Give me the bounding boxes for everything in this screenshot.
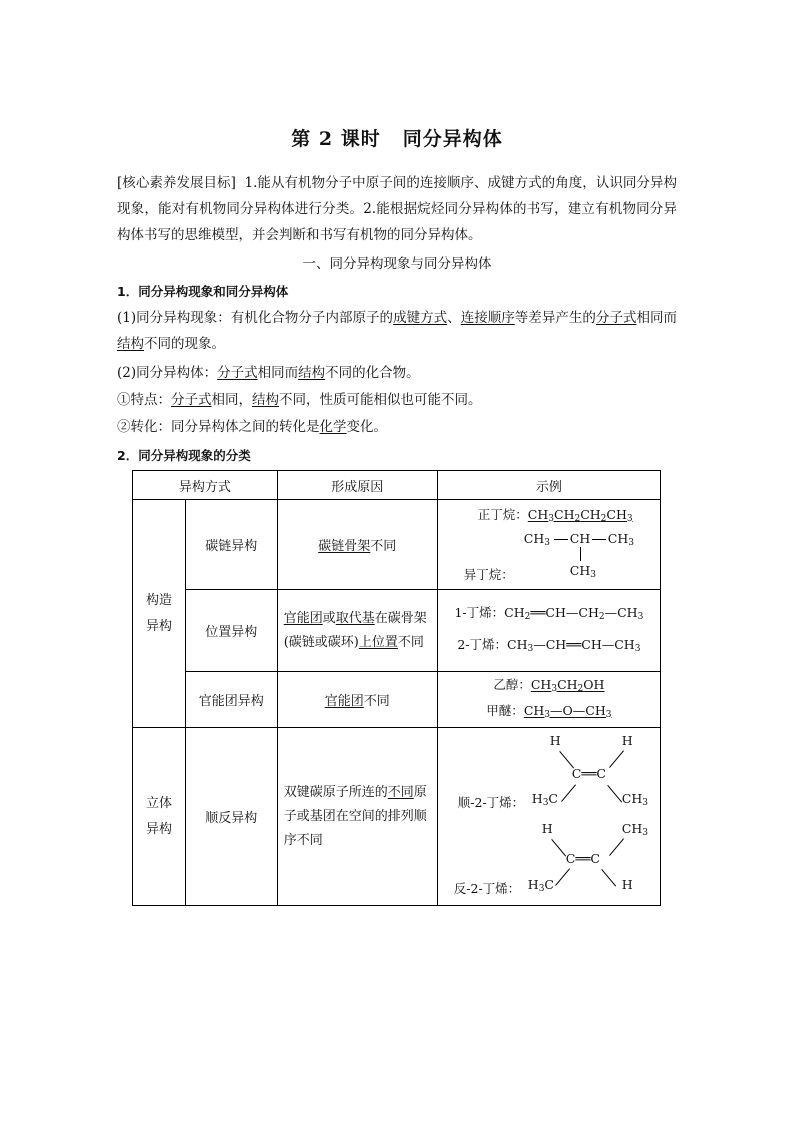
table-row [133,728,661,906]
conversion-line: ②转化：同分异构体之间的转化是化学变化。 [117,419,387,435]
subheading-1: 1．同分异构现象和同分异构体 [117,284,289,299]
example-functional-group [437,672,660,728]
type-carbon-chain: 碳链异构 [185,500,277,590]
definition-isomer: (2)同分异构体：分子式相同而结构不同的化合物。 [117,365,420,381]
goals-text: 1.能从有机物分子中原子间的连接顺序、成键方式的角度，认识同分异构现象，能对有机物同分异构体进行分类。2.能根据烷烃同分异构体的书写，建立有机物同分异构体书写的思维模型，并会判断和书写有机物的同分异构体。 [117,175,677,243]
page-title [0,124,794,151]
example-carbon-chain: 正丁烷：$CH_3CH_2CH_2CH_3$ $CH_3$ CH $CH_3$ $CH_3$ 异丁烷： [437,500,660,590]
ethanol: 乙醇：$CH_3CH_2OH$ [493,676,605,694]
reason-cis-trans: 双键碳原子所连的不同原子或基团在空间的排列顺序不同 [277,728,437,906]
group-stereo: 立体 异构 [133,728,186,906]
table-row [133,672,661,728]
example-cis-trans: H H C══C $H_3C$ $CH_3$ 顺-2-丁烯： H $CH_3$ C══C $H_3C$ H 反-2-丁烯： [437,728,660,906]
header-example: 示例 [437,471,660,500]
header-type: 异构方式 [133,471,278,500]
type-cis-trans: 顺反异构 [185,728,277,906]
section-heading: 一、同分异构现象与同分异构体 [302,256,492,272]
trans-2-butene-label: 反-2-丁烯： [453,880,521,896]
isomer-classification-table [132,470,661,906]
reason-position: 官能团或取代基在碳骨架(碳链或碳环)上位置不同 [277,590,437,672]
subheading-2: 2．同分异构现象的分类 [117,448,251,463]
feature-line: ①特点：分子式相同，结构不同，性质可能相似也可能不同。 [117,392,482,408]
isobutane-label: 异丁烷： [463,566,514,582]
table-header-row [133,471,661,500]
header-reason: 形成原因 [277,471,437,500]
type-functional-group: 官能团异构 [185,672,277,728]
goals-label: [核心素养发展目标] [117,175,236,191]
type-position: 位置异构 [185,590,277,672]
dimethyl-ether: 甲醚：$CH_3—O—CH_3$ [486,702,612,720]
lesson-topic: 同分异构体 [402,128,503,150]
example-position [437,590,660,672]
table-row [133,590,661,672]
n-butane: 正丁烷：$CH_3CH_2CH_2CH_3$ [477,506,633,524]
reason-carbon-chain: 碳链骨架不同 [277,500,437,590]
definition-phenomenon: (1)同分异构现象：有机化合物分子内部原子的成键方式、连接顺序等差异产生的分子式相同而结构不同的现象。 [117,310,678,352]
core-goals [117,170,677,248]
1-butene: 1-丁烯：$CH_2══CH—CH_2—CH_3$ [454,604,644,622]
lesson-number: 第 2 课时 [291,128,381,150]
2-butene: 2-丁烯：$CH_3—CH══CH—CH_3$ [457,636,641,654]
group-structural: 构造 异构 [133,500,186,728]
table-row [133,500,661,590]
cis-2-butene-label: 顺-2-丁烯： [457,794,525,810]
reason-functional-group: 官能团不同 [277,672,437,728]
